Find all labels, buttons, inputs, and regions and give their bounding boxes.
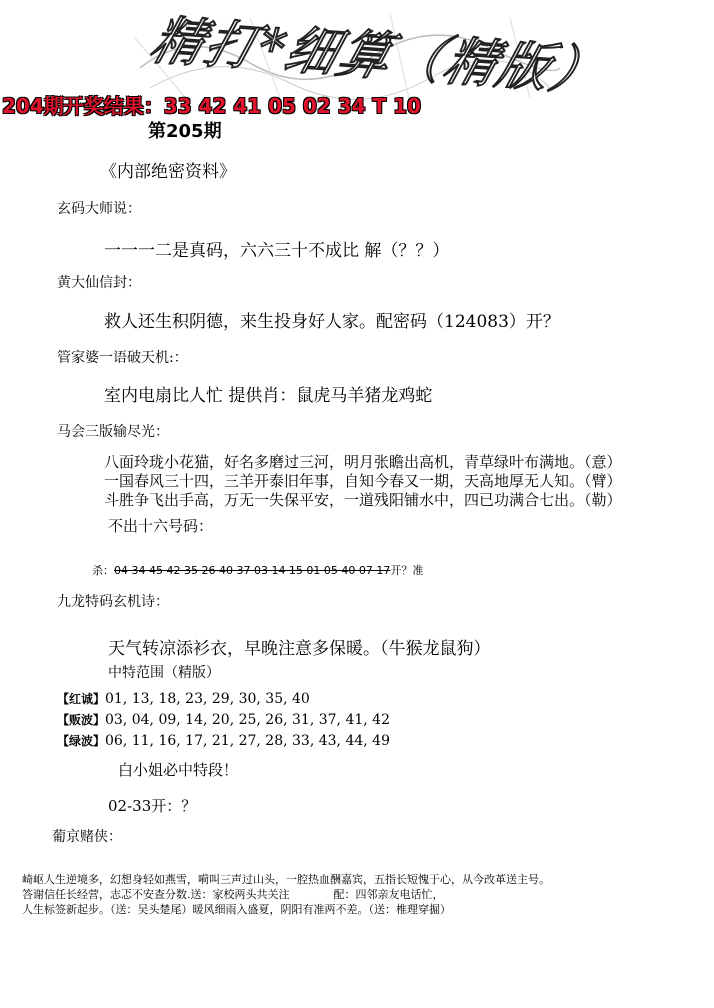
wave-numbers: 06, 11, 16, 17, 21, 27, 28, 33, 43, 44, 49 [105, 733, 390, 749]
poem-line-1: 八面玲珑小花猫，好名多磨过三河，明月张瞻出高机，青草绿叶布满地。（意） [104, 453, 622, 471]
no-16-label: 不出十六号码： [108, 517, 214, 535]
range-title: 中特范围（精版） [108, 665, 220, 681]
poem-line-2: 一国春风三十四，三羊开泰旧年事，自知今春又一期，天高地厚无人知。（臂） [104, 472, 622, 490]
section-text-guanjiapo: 室内电扇比人忙 提供肖：鼠虎马羊猪龙鸡蛇 [104, 386, 433, 406]
footer-line-1: 崎岖人生逆境多，幻想身轻如燕雪，嗬叫三声过山头，一腔热血酬嘉宾，五指长短愧于心，从今改革送主号。 [22, 873, 550, 886]
footer-line-2: 答谢信任长经营，志忑不安查分数.送：家校两头共关注 配：四邻亲友电话忙， [22, 888, 444, 901]
section-label-guanjiapo: 管家婆一语破天机:： [57, 350, 188, 366]
section-text-xuanma: 一一一二是真码，六六三十不成比 解（？？） [104, 241, 450, 261]
bai-xiaojie-text: 白小姐必中特段！ [118, 761, 239, 779]
list-item [57, 711, 390, 728]
section-label-pujing: 葡京赌侠： [52, 829, 122, 845]
section-text-jiulong: 天气转凉添衫衣，早晚注意多保暖。（牛猴龙鼠狗） [108, 639, 491, 659]
range-02-33-text: 02-33开：？ [108, 797, 197, 815]
wave-tag: 【绿波】 [57, 734, 106, 748]
draw-result: 204期开奖结果：33 42 41 05 02 34 T 10 [2, 94, 421, 118]
section-label-jiulong: 九龙特码玄机诗： [57, 594, 169, 610]
kill-numbers: 04 34 45 42 35 26 40 37 03 14 15 01 05 40 07 17 [114, 564, 391, 577]
kill-numbers-line [92, 562, 423, 578]
book-title: 《内部绝密资料》 [100, 162, 236, 182]
list-item [57, 732, 390, 749]
section-text-huangdaxian: 救人还生积阴德，来生投身好人家。配密码（124083）开？ [104, 312, 560, 332]
list-item [57, 690, 310, 707]
wave-numbers: 03, 04, 09, 14, 20, 25, 26, 31, 37, 41, 42 [105, 712, 390, 728]
kill-suffix: 开？准 [390, 564, 424, 577]
footer-poem [22, 872, 550, 917]
footer-line-3: 人生标签新起步。（送：吴头楚尾）暖风细雨入盛夏，阴阳有准两不差。（送：椎理穿掘） [22, 903, 451, 916]
wave-tag: 【红诚】 [57, 692, 106, 706]
wave-tag: 【贩波】 [57, 713, 106, 727]
issue-number: 第205期 [148, 121, 222, 142]
wave-numbers: 01, 13, 18, 23, 29, 30, 35, 40 [105, 691, 310, 707]
section-label-huangdaxian: 黄大仙信封： [57, 275, 141, 291]
section-label-xuanma: 玄码大师说： [57, 201, 141, 217]
page-title: 精打*细算（精版） [143, 11, 613, 103]
poem-line-3: 斗胜争飞出手高，万无一失保平安，一道残阳铺水中，四已功满合七出。（勒） [104, 491, 622, 509]
section-label-mahui: 马会三版输尽光： [57, 424, 169, 440]
kill-prefix: 杀： [92, 564, 114, 577]
